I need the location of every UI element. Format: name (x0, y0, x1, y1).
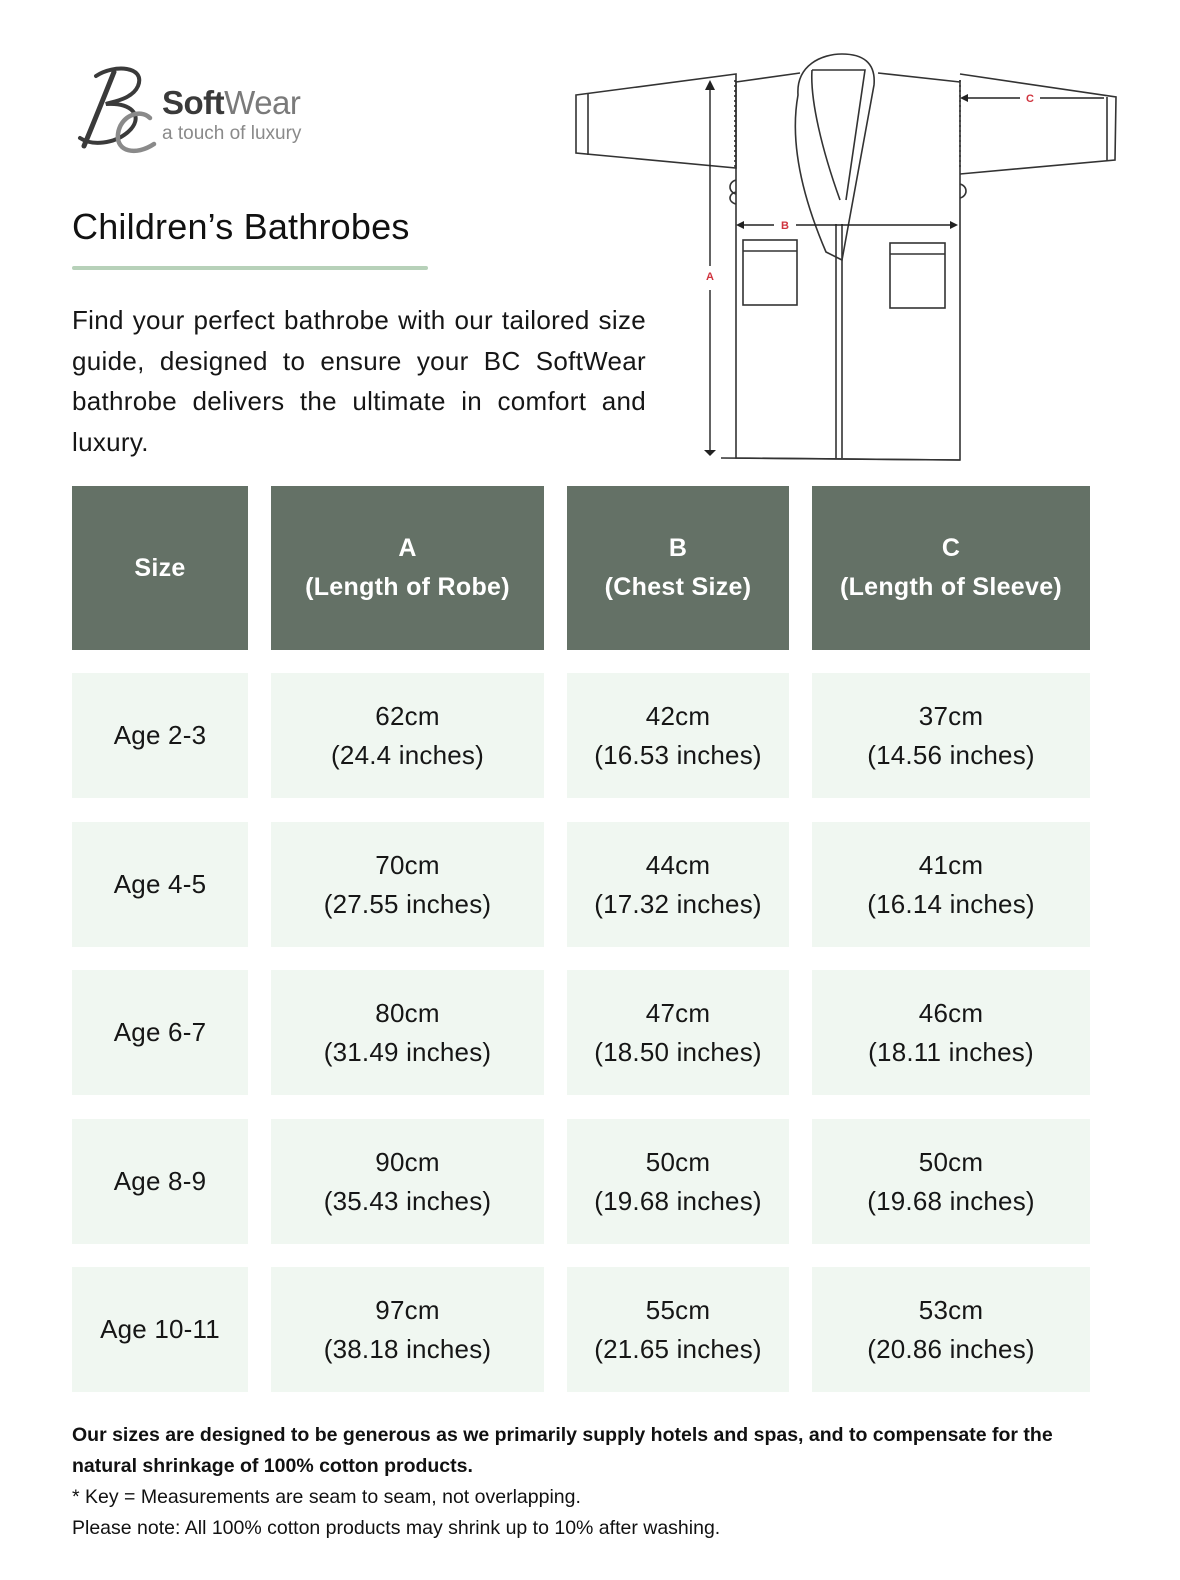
value-inches: (16.53 inches) (594, 739, 762, 770)
table-cell-a (271, 970, 544, 1095)
value-cm: 50cm (645, 1146, 711, 1177)
table-row-size-cell (72, 1267, 248, 1392)
table-cell-b (567, 822, 789, 947)
label-c: C (1026, 93, 1034, 105)
size-label: Age 10-11 (100, 1314, 220, 1344)
column-header-c (812, 486, 1090, 650)
value-cm: 44cm (645, 849, 711, 880)
value-cm: 70cm (375, 849, 440, 880)
brand-tagline: a touch of luxury (162, 123, 302, 144)
note-generous-sizing: Our sizes are designed to be generous as we primarily supply hotels and spas, and to compensate for the natural shrinkage of 100% cotton products. (72, 1424, 1053, 1477)
size-label: Age 8-9 (113, 1166, 207, 1196)
brand-name-wear: Wear (224, 84, 301, 121)
column-header-b (567, 486, 789, 650)
value-cm: 62cm (375, 700, 440, 731)
intro-paragraph: Find your perfect bathrobe with our tailored size guide, designed to ensure your BC SoftWear bathrobe delivers the ultimate in comfort and luxury. (72, 305, 646, 457)
footnotes (72, 1420, 1112, 1544)
column-header-label: Size (134, 553, 186, 582)
page-title: Children’s Bathrobes (72, 206, 410, 247)
column-header-a (271, 486, 544, 650)
brand-logo (74, 62, 344, 162)
table-cell-c (812, 1119, 1090, 1244)
value-cm: 55cm (645, 1294, 711, 1325)
value-cm: 46cm (918, 997, 984, 1028)
value-inches: (19.68 inches) (594, 1185, 762, 1216)
table-cell-a (271, 1267, 544, 1392)
label-b: B (781, 220, 789, 232)
value-inches: (14.56 inches) (867, 739, 1035, 770)
right-pocket-icon (890, 243, 945, 308)
value-inches: (24.4 inches) (331, 739, 484, 770)
table-cell-a (271, 822, 544, 947)
table-cell-c (812, 822, 1090, 947)
bc-monogram-icon (74, 62, 164, 158)
column-header-letter: C (941, 534, 961, 562)
value-cm: 50cm (918, 1146, 984, 1177)
value-inches: (20.86 inches) (867, 1333, 1035, 1364)
table-cell-a (271, 1119, 544, 1244)
value-inches: (21.65 inches) (594, 1333, 762, 1364)
column-header-size (72, 486, 248, 650)
right-sleeve-icon (960, 74, 1116, 174)
value-cm: 42cm (645, 700, 711, 731)
table-cell-a (271, 673, 544, 798)
value-cm: 90cm (375, 1146, 440, 1177)
table-cell-b (567, 1119, 789, 1244)
table-row-size-cell (72, 822, 248, 947)
value-cm: 53cm (918, 1294, 984, 1325)
value-inches: (19.68 inches) (867, 1185, 1035, 1216)
table-row-size-cell (72, 970, 248, 1095)
table-cell-c (812, 1267, 1090, 1392)
table-row-size-cell (72, 1119, 248, 1244)
column-header-label: (Length of Robe) (305, 573, 510, 601)
column-header-letter: A (398, 534, 417, 562)
value-cm: 37cm (918, 700, 984, 731)
column-header-letter: B (668, 534, 688, 562)
note-shrinkage: Please note: All 100% cotton products may shrink up to 10% after washing. (72, 1517, 721, 1539)
label-a: A (706, 271, 714, 283)
value-cm: 80cm (375, 997, 440, 1028)
note-measurement-key: * Key = Measurements are seam to seam, not overlapping. (72, 1486, 581, 1508)
value-inches: (38.18 inches) (323, 1333, 492, 1364)
size-label: Age 6-7 (113, 1017, 207, 1047)
table-cell-c (812, 970, 1090, 1095)
value-inches: (18.11 inches) (868, 1036, 1034, 1067)
value-cm: 97cm (375, 1294, 440, 1325)
left-pocket-icon (743, 240, 797, 305)
value-inches: (16.14 inches) (867, 888, 1035, 919)
brand-name-soft: Soft (162, 84, 225, 121)
table-cell-b (567, 1267, 789, 1392)
table-cell-b (567, 673, 789, 798)
value-inches: (17.32 inches) (594, 888, 762, 919)
title-underline (72, 266, 428, 270)
value-cm: 47cm (645, 997, 711, 1028)
table-cell-b (567, 970, 789, 1095)
table-cell-c (812, 673, 1090, 798)
value-cm: 41cm (918, 849, 984, 880)
size-label: Age 4-5 (113, 869, 207, 899)
column-header-label: (Chest Size) (604, 573, 752, 601)
bathrobe-measurement-diagram (560, 40, 1130, 470)
brand-name (162, 84, 300, 122)
table-row-size-cell (72, 673, 248, 798)
value-inches: (35.43 inches) (323, 1185, 492, 1216)
value-inches: (18.50 inches) (594, 1036, 762, 1067)
value-inches: (27.55 inches) (323, 888, 492, 919)
column-header-label: (Length of Sleeve) (839, 573, 1063, 601)
size-label: Age 2-3 (113, 720, 207, 750)
value-inches: (31.49 inches) (323, 1036, 492, 1067)
